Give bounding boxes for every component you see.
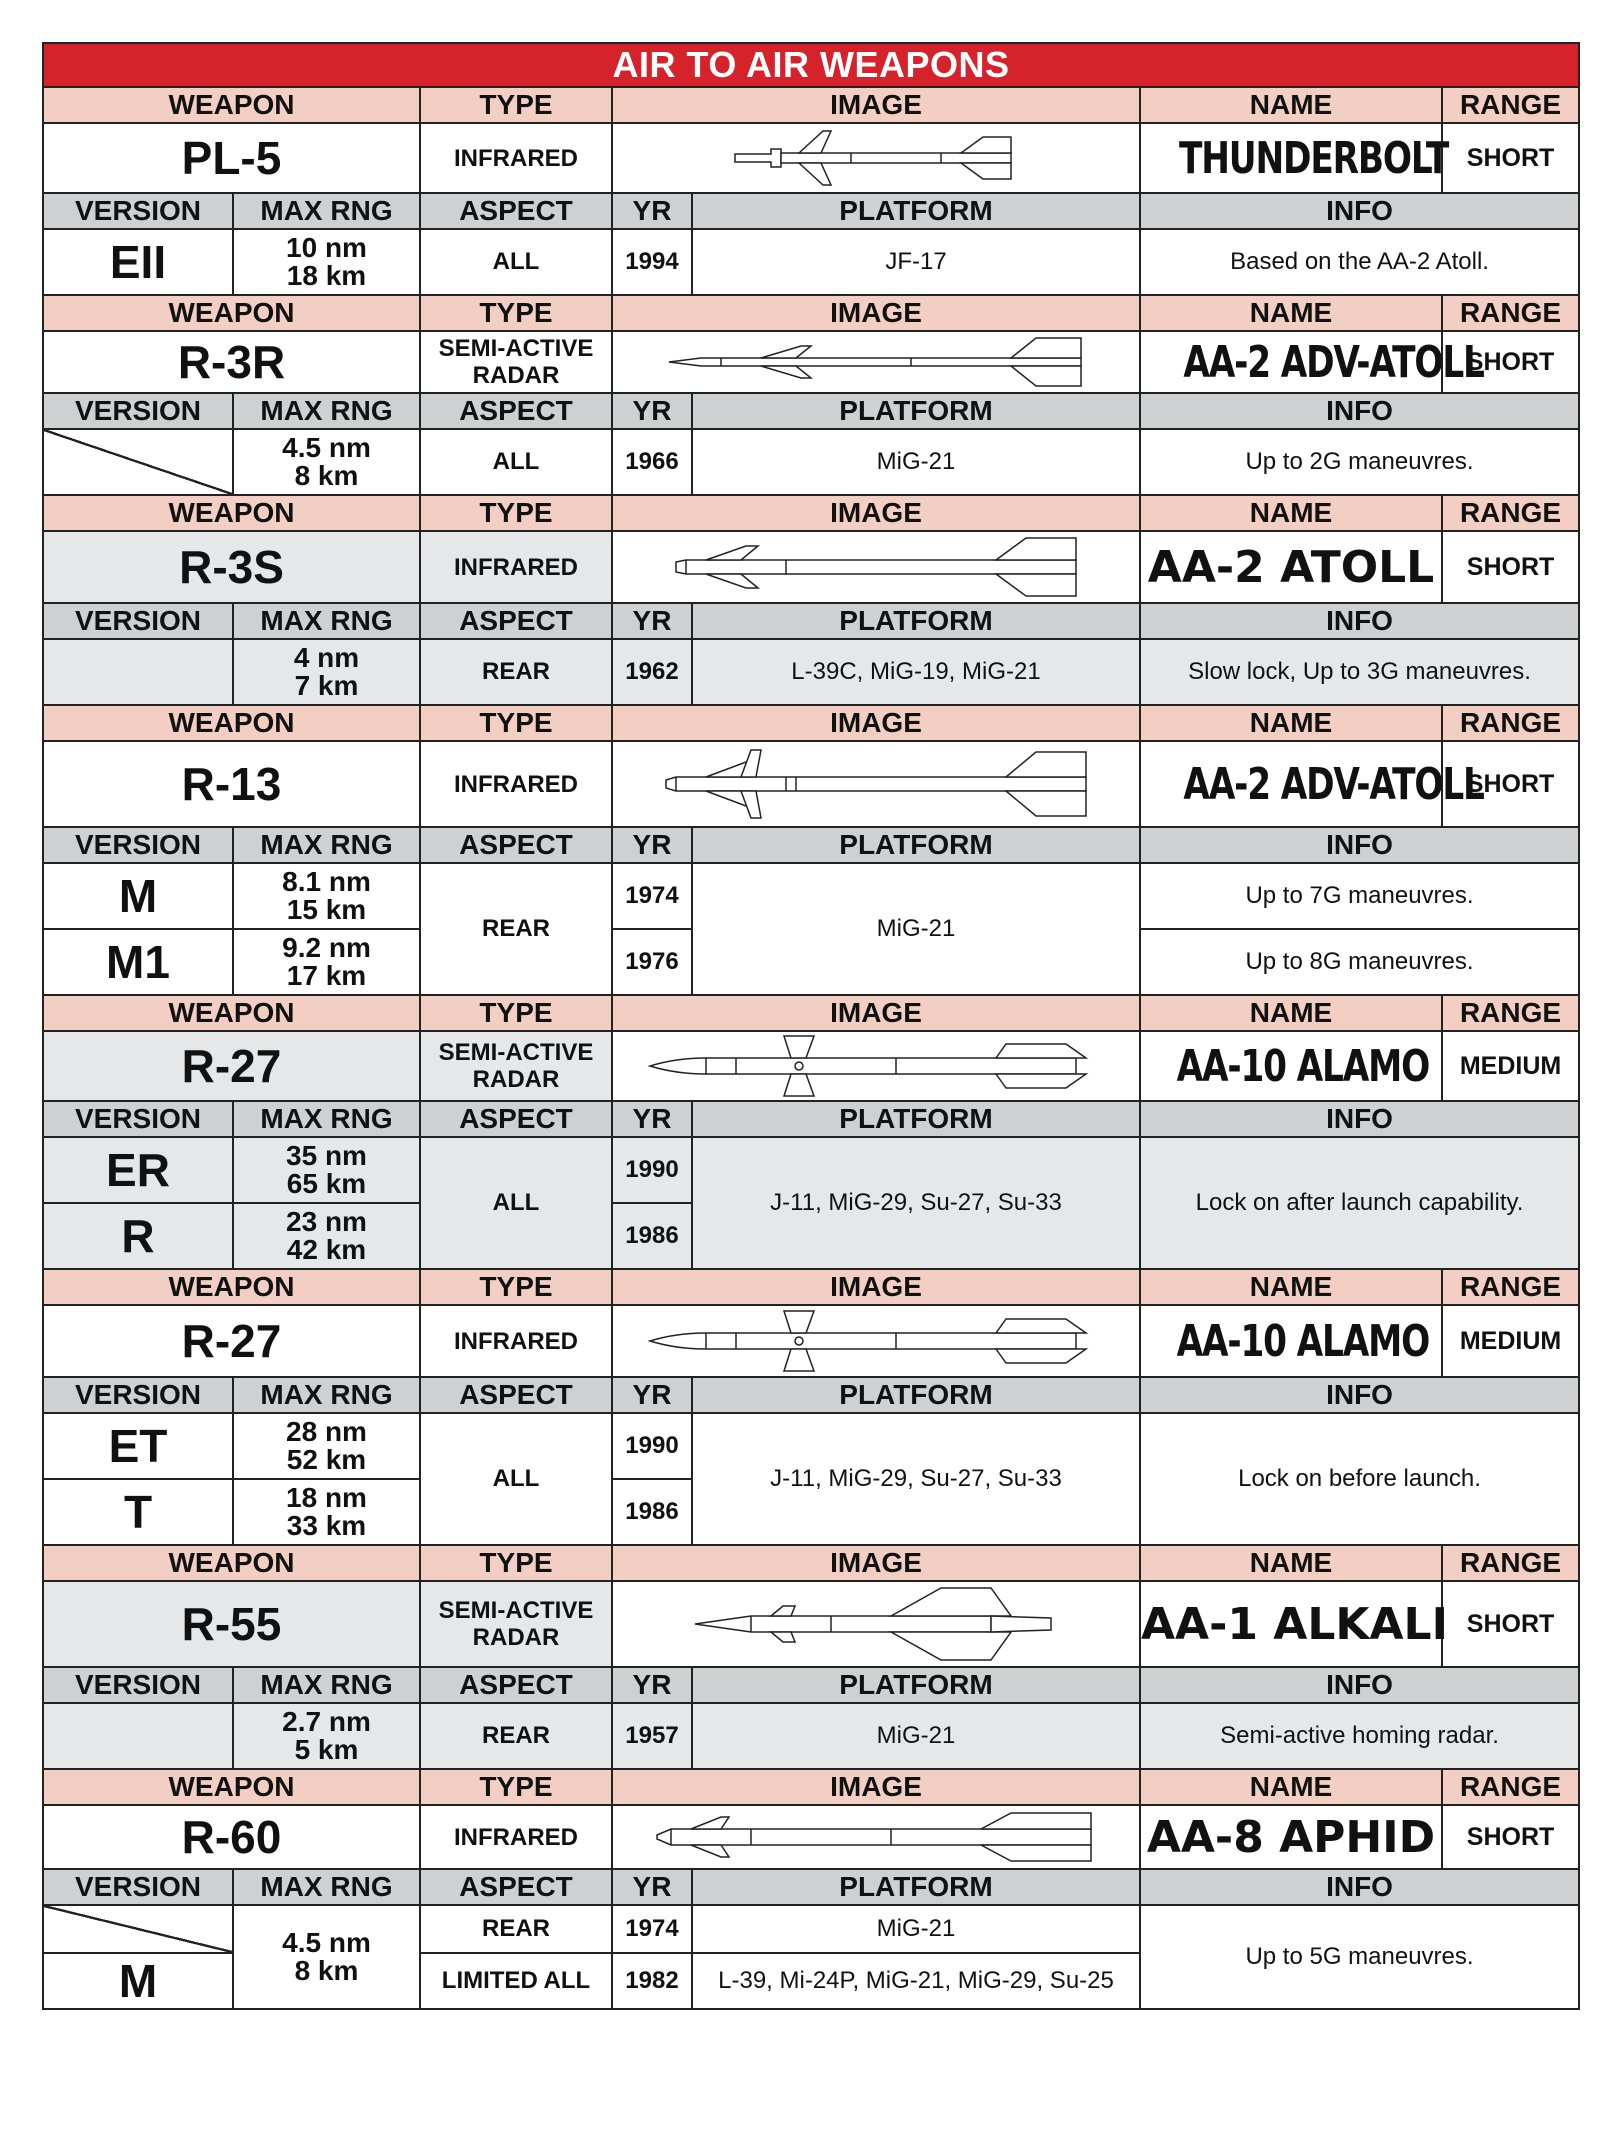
range-class: SHORT <box>1442 123 1579 193</box>
version-header: VERSION <box>43 1101 233 1137</box>
version-label: M1 <box>43 929 233 995</box>
version-row <box>43 1137 1579 1203</box>
image-header: IMAGE <box>612 995 1140 1031</box>
year-value: 1974 <box>612 1905 692 1953</box>
reporting-name <box>1140 1305 1442 1377</box>
weapon-header: WEAPON <box>43 87 420 123</box>
weapon-type-line2: RADAR <box>472 1066 560 1093</box>
weapon-name: R-55 <box>43 1581 420 1667</box>
aspect-header: ASPECT <box>420 1377 612 1413</box>
version-header: VERSION <box>43 1667 233 1703</box>
reporting-name: AA-1 ALKALI <box>1140 1581 1442 1667</box>
weapon-header: WEAPON <box>43 295 420 331</box>
air-to-air-weapons-sheet <box>42 42 1578 2010</box>
aspect-value: ALL <box>420 1137 612 1269</box>
platform-header: PLATFORM <box>692 393 1140 429</box>
missile-r27r-drawing <box>612 1031 1140 1101</box>
max-range <box>233 639 420 705</box>
image-header: IMAGE <box>612 1769 1140 1805</box>
platform-header: PLATFORM <box>692 1667 1140 1703</box>
range-class: SHORT <box>1442 531 1579 603</box>
year-value: 1982 <box>612 1953 692 2009</box>
aspect-header: ASPECT <box>420 827 612 863</box>
weapon-header: WEAPON <box>43 1269 420 1305</box>
weapon-row-r60 <box>43 1805 1579 1869</box>
platform-value: L-39C, MiG-19, MiG-21 <box>692 639 1140 705</box>
platform-value: J-11, MiG-29, Su-27, Su-33 <box>692 1137 1140 1269</box>
yr-header: YR <box>612 1101 692 1137</box>
version-row <box>43 1905 1579 1953</box>
weapon-header-row <box>43 705 1579 741</box>
max-range-nm: 4 nm <box>293 642 360 673</box>
max-rng-header: MAX RNG <box>233 1869 420 1905</box>
platform-header: PLATFORM <box>692 1377 1140 1413</box>
weapon-name: R-13 <box>43 741 420 827</box>
range-class: SHORT <box>1442 331 1579 393</box>
max-range <box>233 1479 420 1545</box>
year-value: 1974 <box>612 863 692 929</box>
version-row <box>43 229 1579 295</box>
platform-value: MiG-21 <box>692 429 1140 495</box>
reporting-name <box>1140 741 1484 827</box>
range-header: RANGE <box>1442 295 1579 331</box>
image-header: IMAGE <box>612 495 1140 531</box>
version-header: VERSION <box>43 603 233 639</box>
weapon-name: R-3R <box>43 331 420 393</box>
version-header-row <box>43 603 1579 639</box>
max-range <box>233 1703 420 1769</box>
yr-header: YR <box>612 1869 692 1905</box>
version-header: VERSION <box>43 1869 233 1905</box>
weapon-header-row <box>43 87 1579 123</box>
version-row <box>43 1413 1579 1479</box>
yr-header: YR <box>612 603 692 639</box>
aspect-value: REAR <box>420 863 612 995</box>
info-header: INFO <box>1140 1101 1579 1137</box>
image-header: IMAGE <box>612 87 1140 123</box>
reporting-name-text: AA-10 ALAMO <box>1176 1040 1430 1092</box>
version-label: M <box>43 863 233 929</box>
version-none-slash <box>43 1703 233 1769</box>
yr-header: YR <box>612 1377 692 1413</box>
max-range <box>233 429 420 495</box>
aspect-header: ASPECT <box>420 393 612 429</box>
type-header: TYPE <box>420 87 612 123</box>
version-row <box>43 863 1579 929</box>
info-value: Semi-active homing radar. <box>1140 1703 1579 1769</box>
reporting-name: AA-8 APHID <box>1140 1805 1442 1869</box>
weapon-row-r13 <box>43 741 1579 827</box>
info-header: INFO <box>1140 193 1579 229</box>
type-header: TYPE <box>420 705 612 741</box>
missile-r27t-drawing <box>612 1305 1140 1377</box>
year-value: 1990 <box>612 1413 692 1479</box>
year-value: 1994 <box>612 229 692 295</box>
info-header: INFO <box>1140 1667 1579 1703</box>
missile-r13-drawing <box>612 741 1140 827</box>
max-rng-header: MAX RNG <box>233 1101 420 1137</box>
weapon-type: INFRARED <box>420 123 612 193</box>
name-header: NAME <box>1140 995 1442 1031</box>
yr-header: YR <box>612 827 692 863</box>
missile-r3r-drawing <box>612 331 1140 393</box>
year-value: 1957 <box>612 1703 692 1769</box>
platform-value: MiG-21 <box>692 863 1140 995</box>
max-range-nm: 9.2 nm <box>282 932 371 963</box>
max-rng-header: MAX RNG <box>233 1667 420 1703</box>
platform-value: MiG-21 <box>692 1703 1140 1769</box>
weapon-row-r27r <box>43 1031 1579 1101</box>
info-value: Lock on after launch capability. <box>1140 1137 1579 1269</box>
weapon-row-r3s <box>43 531 1579 603</box>
range-class: SHORT <box>1442 1581 1579 1667</box>
weapon-type: INFRARED <box>420 531 612 603</box>
weapon-type-line2: RADAR <box>472 1624 560 1651</box>
aspect-header: ASPECT <box>420 193 612 229</box>
max-rng-header: MAX RNG <box>233 603 420 639</box>
max-range-km: 5 km <box>294 1734 359 1765</box>
reporting-name-text: AA-2 ADV-ATOLL <box>1183 758 1484 810</box>
range-header: RANGE <box>1442 1545 1579 1581</box>
weapon-name: R-27 <box>43 1031 420 1101</box>
max-range <box>233 863 420 929</box>
aspect-value: ALL <box>420 229 612 295</box>
info-value: Based on the AA-2 Atoll. <box>1140 229 1579 295</box>
max-range-nm: 35 nm <box>286 1140 367 1171</box>
weapon-type: INFRARED <box>420 1305 612 1377</box>
aspect-value: REAR <box>420 639 612 705</box>
reporting-name-text: THUNDERBOLT <box>1178 132 1449 184</box>
missile-r60-drawing <box>612 1805 1140 1869</box>
type-header: TYPE <box>420 495 612 531</box>
weapon-row-r3r <box>43 331 1579 393</box>
aspect-header: ASPECT <box>420 1101 612 1137</box>
weapon-header: WEAPON <box>43 495 420 531</box>
weapon-type <box>420 331 612 393</box>
platform-value: JF-17 <box>692 229 1140 295</box>
weapon-name: R-3S <box>43 531 420 603</box>
weapon-type <box>420 1581 612 1667</box>
version-header-row <box>43 1101 1579 1137</box>
year-value: 1986 <box>612 1479 692 1545</box>
info-value: Lock on before launch. <box>1140 1413 1579 1545</box>
max-range-km: 17 km <box>286 960 367 991</box>
weapon-header: WEAPON <box>43 1769 420 1805</box>
reporting-name <box>1140 1031 1442 1101</box>
type-header: TYPE <box>420 1269 612 1305</box>
year-value: 1966 <box>612 429 692 495</box>
image-header: IMAGE <box>612 295 1140 331</box>
weapon-header-row <box>43 995 1579 1031</box>
max-range-km: 52 km <box>286 1444 367 1475</box>
reporting-name <box>1140 123 1449 193</box>
name-header: NAME <box>1140 295 1442 331</box>
version-header-row <box>43 193 1579 229</box>
version-label: T <box>43 1479 233 1545</box>
max-range-km: 18 km <box>286 260 367 291</box>
aspect-value: ALL <box>420 429 612 495</box>
type-header: TYPE <box>420 995 612 1031</box>
weapon-type: INFRARED <box>420 741 612 827</box>
weapon-type-line1: SEMI-ACTIVE <box>438 1039 594 1066</box>
weapon-name: R-27 <box>43 1305 420 1377</box>
range-header: RANGE <box>1442 1769 1579 1805</box>
type-header: TYPE <box>420 295 612 331</box>
platform-value: J-11, MiG-29, Su-27, Su-33 <box>692 1413 1140 1545</box>
weapon-header-row <box>43 1545 1579 1581</box>
platform-header: PLATFORM <box>692 827 1140 863</box>
max-range <box>233 1905 420 2009</box>
weapon-type: INFRARED <box>420 1805 612 1869</box>
max-range-km: 7 km <box>294 670 359 701</box>
yr-header: YR <box>612 193 692 229</box>
info-value: Up to 7G maneuvres. <box>1140 863 1579 929</box>
max-range <box>233 929 420 995</box>
reporting-name: AA-2 ATOLL <box>1140 531 1442 603</box>
missile-r55-drawing <box>612 1581 1140 1667</box>
range-header: RANGE <box>1442 995 1579 1031</box>
yr-header: YR <box>612 393 692 429</box>
max-range-km: 8 km <box>294 1955 359 1986</box>
year-value: 1990 <box>612 1137 692 1203</box>
weapon-type <box>420 1031 612 1101</box>
aspect-value: ALL <box>420 1413 612 1545</box>
name-header: NAME <box>1140 1769 1442 1805</box>
name-header: NAME <box>1140 705 1442 741</box>
year-value: 1986 <box>612 1203 692 1269</box>
info-header: INFO <box>1140 1869 1579 1905</box>
version-label: ER <box>43 1137 233 1203</box>
max-rng-header: MAX RNG <box>233 1377 420 1413</box>
version-label: R <box>43 1203 233 1269</box>
version-header: VERSION <box>43 827 233 863</box>
max-range-nm: 8.1 nm <box>282 866 371 897</box>
max-range-nm: 28 nm <box>286 1416 367 1447</box>
range-header: RANGE <box>1442 87 1579 123</box>
weapon-name: PL-5 <box>43 123 420 193</box>
version-row <box>43 429 1579 495</box>
max-range-nm: 18 nm <box>286 1482 367 1513</box>
aspect-value: REAR <box>420 1703 612 1769</box>
version-label: M <box>43 1953 233 2009</box>
version-label: ET <box>43 1413 233 1479</box>
name-header: NAME <box>1140 1545 1442 1581</box>
name-header: NAME <box>1140 87 1442 123</box>
max-range-nm: 2.7 nm <box>282 1706 371 1737</box>
name-header: NAME <box>1140 495 1442 531</box>
version-header-row <box>43 827 1579 863</box>
missile-pl5-drawing <box>612 123 1140 193</box>
yr-header: YR <box>612 1667 692 1703</box>
weapon-row-r55 <box>43 1581 1579 1667</box>
reporting-name-text: AA-10 ALAMO <box>1176 1315 1430 1367</box>
range-header: RANGE <box>1442 495 1579 531</box>
platform-header: PLATFORM <box>692 1101 1140 1137</box>
version-header-row <box>43 1667 1579 1703</box>
info-header: INFO <box>1140 827 1579 863</box>
max-range-km: 33 km <box>286 1510 367 1541</box>
type-header: TYPE <box>420 1769 612 1805</box>
version-none-slash <box>43 639 233 705</box>
info-value: Up to 8G maneuvres. <box>1140 929 1579 995</box>
image-header: IMAGE <box>612 1545 1140 1581</box>
max-range-km: 42 km <box>286 1234 367 1265</box>
version-header-row <box>43 1377 1579 1413</box>
version-header: VERSION <box>43 193 233 229</box>
info-value: Up to 5G maneuvres. <box>1140 1905 1579 2009</box>
version-none-slash <box>43 1905 233 1953</box>
info-header: INFO <box>1140 1377 1579 1413</box>
weapon-header-row <box>43 295 1579 331</box>
max-range <box>233 1137 420 1203</box>
aspect-value: LIMITED ALL <box>420 1953 612 2009</box>
max-range-km: 8 km <box>294 460 359 491</box>
weapon-header: WEAPON <box>43 995 420 1031</box>
info-header: INFO <box>1140 393 1579 429</box>
aspect-header: ASPECT <box>420 1869 612 1905</box>
max-range-nm: 4.5 nm <box>282 432 371 463</box>
aspect-value: REAR <box>420 1905 612 1953</box>
version-label: EII <box>43 229 233 295</box>
max-range <box>233 1413 420 1479</box>
version-row <box>43 639 1579 705</box>
max-range-km: 15 km <box>286 894 367 925</box>
platform-value: MiG-21 <box>692 1905 1140 1953</box>
max-range <box>233 1203 420 1269</box>
year-value: 1976 <box>612 929 692 995</box>
platform-value: L-39, Mi-24P, MiG-21, MiG-29, Su-25 <box>692 1953 1140 2009</box>
range-class: MEDIUM <box>1442 1305 1579 1377</box>
range-header: RANGE <box>1442 705 1579 741</box>
weapon-type-line2: RADAR <box>472 362 560 389</box>
version-header-row <box>43 393 1579 429</box>
aspect-header: ASPECT <box>420 1667 612 1703</box>
version-row <box>43 1703 1579 1769</box>
platform-header: PLATFORM <box>692 1869 1140 1905</box>
info-header: INFO <box>1140 603 1579 639</box>
platform-header: PLATFORM <box>692 603 1140 639</box>
info-value: Up to 2G maneuvres. <box>1140 429 1579 495</box>
weapon-header: WEAPON <box>43 1545 420 1581</box>
range-class: MEDIUM <box>1442 1031 1579 1101</box>
version-none-slash <box>43 429 233 495</box>
weapon-type-line1: SEMI-ACTIVE <box>438 335 594 362</box>
range-header: RANGE <box>1442 1269 1579 1305</box>
weapon-header-row <box>43 1769 1579 1805</box>
max-range-nm: 10 nm <box>286 232 367 263</box>
aspect-header: ASPECT <box>420 603 612 639</box>
type-header: TYPE <box>420 1545 612 1581</box>
max-rng-header: MAX RNG <box>233 193 420 229</box>
weapon-row-r27t <box>43 1305 1579 1377</box>
max-range <box>233 229 420 295</box>
weapon-header-row <box>43 495 1579 531</box>
weapon-name: R-60 <box>43 1805 420 1869</box>
range-class: SHORT <box>1442 741 1579 827</box>
version-header: VERSION <box>43 1377 233 1413</box>
max-range-km: 65 km <box>286 1168 367 1199</box>
version-header: VERSION <box>43 393 233 429</box>
reporting-name <box>1140 331 1484 393</box>
version-header-row <box>43 1869 1579 1905</box>
platform-header: PLATFORM <box>692 193 1140 229</box>
max-range-nm: 4.5 nm <box>282 1927 371 1958</box>
year-value: 1962 <box>612 639 692 705</box>
weapon-header: WEAPON <box>43 705 420 741</box>
sheet-title: AIR TO AIR WEAPONS <box>43 43 1579 87</box>
name-header: NAME <box>1140 1269 1442 1305</box>
weapon-row-pl5 <box>43 123 1579 193</box>
range-class: SHORT <box>1442 1805 1579 1869</box>
weapon-type-line1: SEMI-ACTIVE <box>438 1597 594 1624</box>
image-header: IMAGE <box>612 705 1140 741</box>
weapons-table <box>42 42 1580 2010</box>
image-header: IMAGE <box>612 1269 1140 1305</box>
max-rng-header: MAX RNG <box>233 827 420 863</box>
weapon-header-row <box>43 1269 1579 1305</box>
reporting-name-text: AA-2 ADV-ATOLL <box>1183 336 1484 388</box>
max-range-nm: 23 nm <box>286 1206 367 1237</box>
missile-r3s-drawing <box>612 531 1140 603</box>
max-rng-header: MAX RNG <box>233 393 420 429</box>
info-value: Slow lock, Up to 3G maneuvres. <box>1140 639 1579 705</box>
